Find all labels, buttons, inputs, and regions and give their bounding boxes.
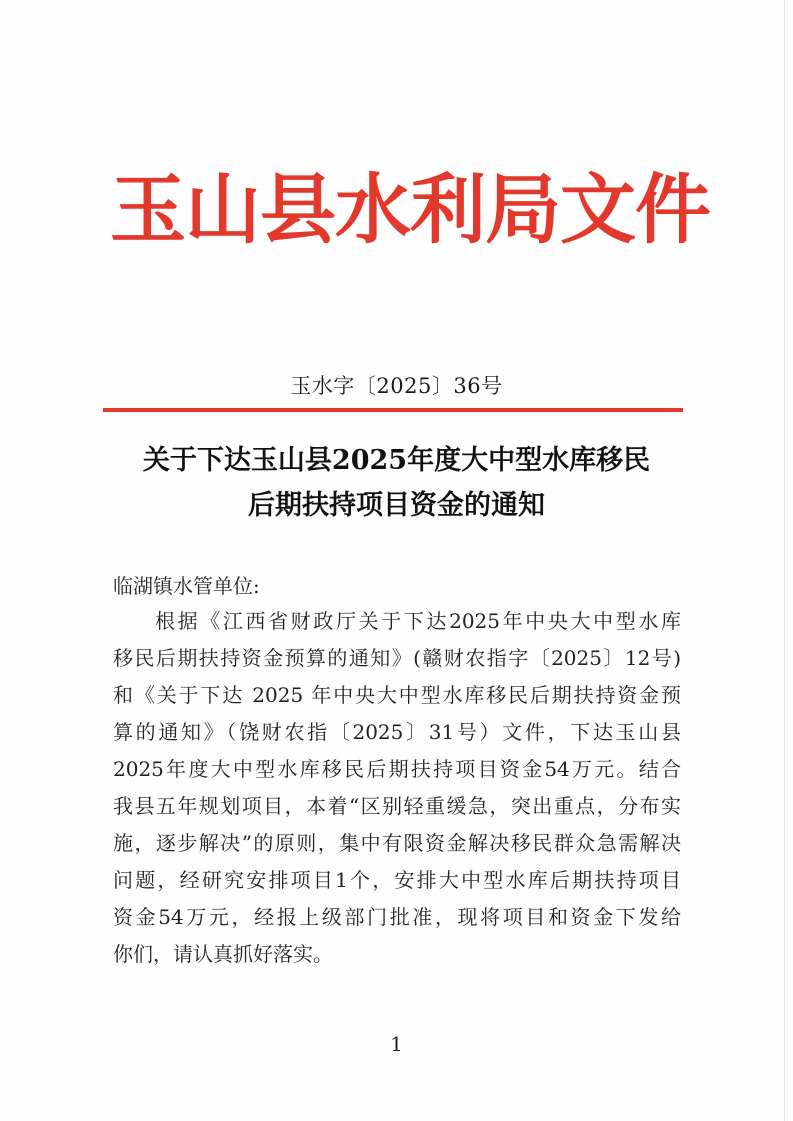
body-line: 施，逐步解决”的原则，集中有限资金解决移民群众急需解决	[113, 831, 681, 855]
body-line: 问题，经研究安排项目1个，安排大中型水库后期扶持项目	[113, 868, 681, 892]
notice-title-line-2: 后期扶持项目资金的通知	[248, 490, 545, 521]
body-line: 你们，请认真抓好落实。	[113, 942, 333, 966]
body-line: 我县五年规划项目，本着“区别轻重缓急，突出重点，分布实	[113, 794, 681, 818]
red-divider-line	[103, 408, 683, 412]
document-number: 玉水字〔2025〕36号	[290, 374, 503, 398]
page-edge-line	[784, 0, 785, 1121]
body-paragraph	[113, 603, 681, 973]
addressee: 临湖镇水管单位:	[113, 574, 260, 598]
page-number: 1	[390, 1032, 403, 1056]
body-line: 算的通知》（饶财农指〔2025〕31号）文件，下达玉山县	[113, 720, 681, 744]
notice-title	[60, 438, 733, 528]
body-line: 根据《江西省财政厅关于下达2025年中央大中型水库	[155, 609, 681, 633]
body-line: 和《关于下达 2025 年中央大中型水库移民后期扶持资金预	[113, 683, 681, 707]
notice-title-line-1: 关于下达玉山县2025年度大中型水库移民	[142, 445, 651, 476]
body-line: 2025年度大中型水库移民后期扶持项目资金54万元。结合	[113, 757, 681, 781]
body-line: 移民后期扶持资金预算的通知》(赣财农指字〔2025〕12号)	[113, 646, 681, 670]
masthead-title: 玉山县水利局文件	[110, 165, 710, 254]
body-line: 资金54万元，经报上级部门批准，现将项目和资金下发给	[113, 905, 681, 929]
